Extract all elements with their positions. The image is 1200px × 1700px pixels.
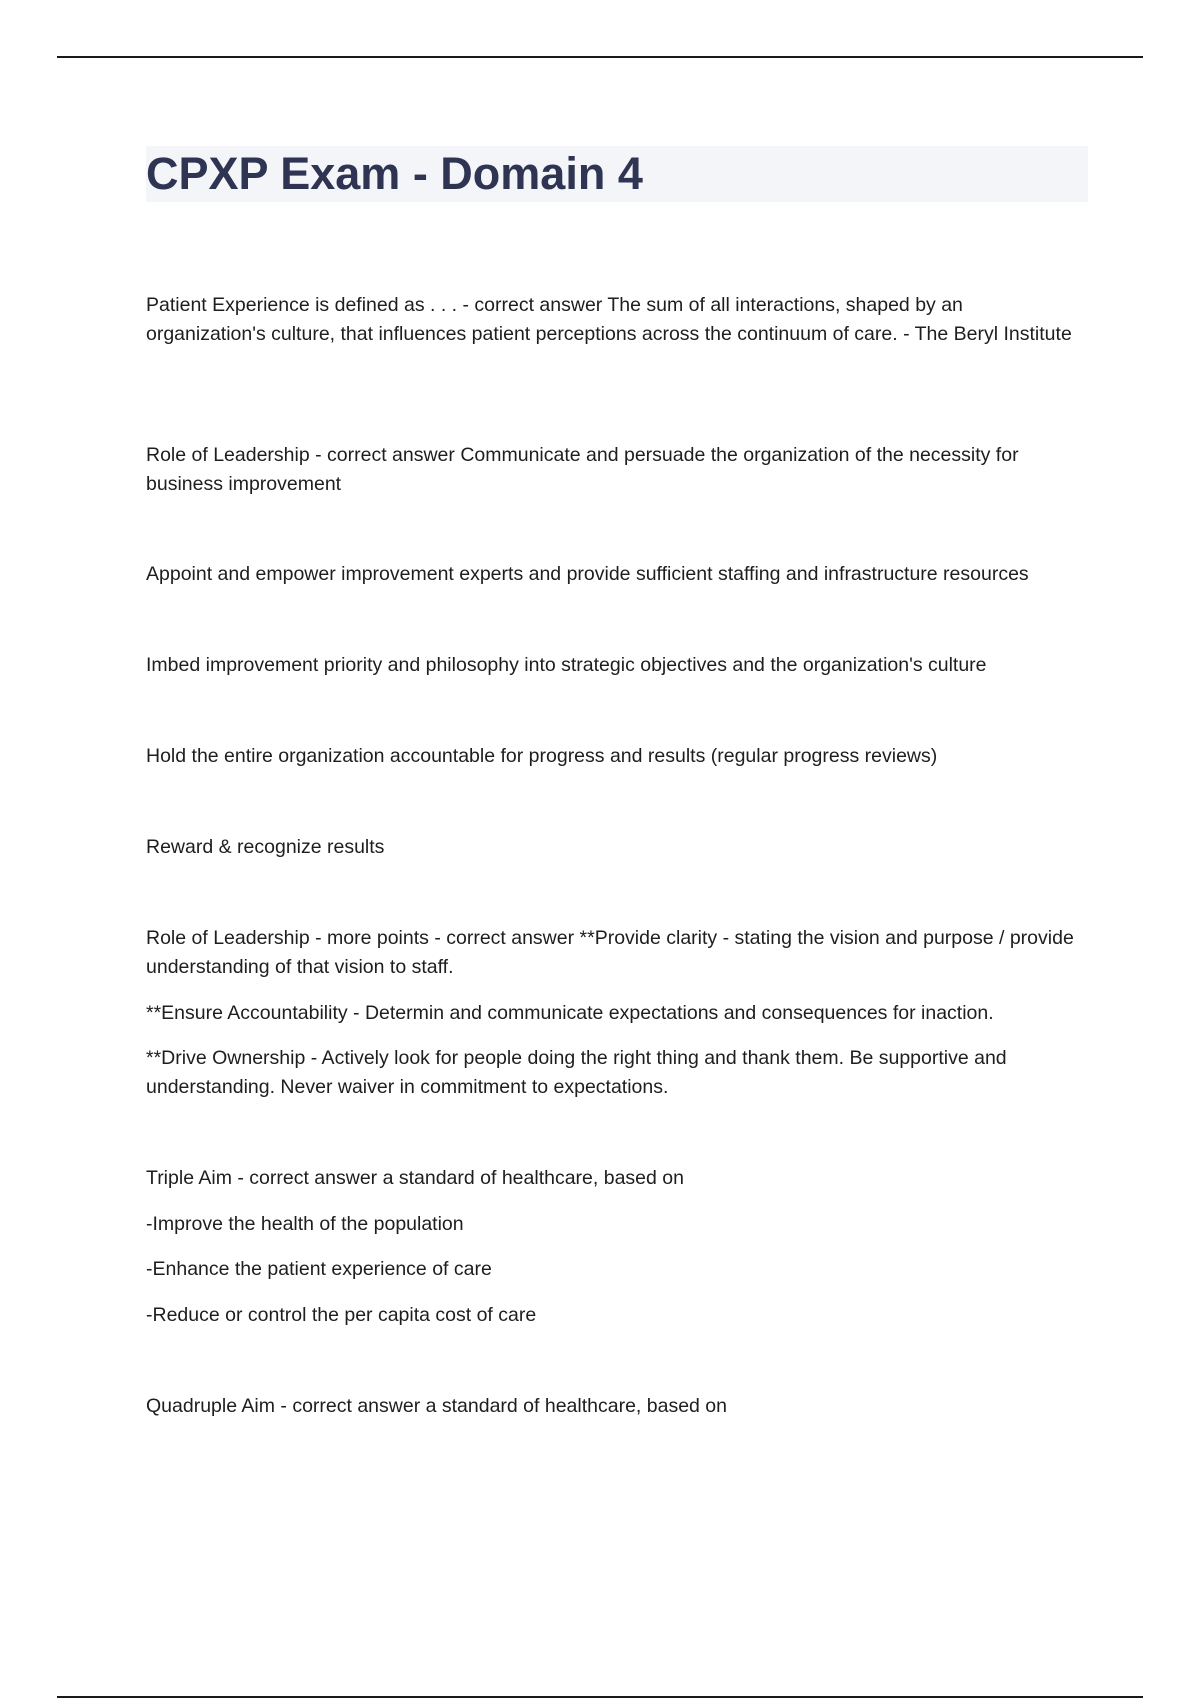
paragraph: Reward & recognize results bbox=[146, 836, 385, 858]
paragraph: Appoint and empower improvement experts and provide sufficient staffing and infrastructure resources bbox=[146, 563, 1029, 585]
top-rule bbox=[57, 56, 1143, 58]
paragraph: -Enhance the patient experience of care bbox=[146, 1258, 492, 1280]
page-title: CPXP Exam - Domain 4 bbox=[146, 148, 643, 199]
paragraph: Patient Experience is defined as . . . - correct answer The sum of all interactions, shaped by an organization's culture, that influences patient perceptions across the continuum of care. - The Beryl Institute bbox=[146, 294, 1072, 345]
paragraph: Hold the entire organization accountable for progress and results (regular progress reviews) bbox=[146, 745, 938, 767]
paragraph: Imbed improvement priority and philosophy into strategic objectives and the organization's culture bbox=[146, 654, 987, 676]
paragraph: Role of Leadership - correct answer Communicate and persuade the organization of the necessity for business improvement bbox=[146, 444, 1019, 495]
paragraph: Role of Leadership - more points - correct answer **Provide clarity - stating the vision and purpose / provide understanding of that vision to staff. bbox=[146, 927, 1074, 978]
bottom-rule bbox=[57, 1696, 1143, 1698]
paragraph: -Reduce or control the per capita cost of care bbox=[146, 1304, 537, 1326]
paragraph: -Improve the health of the population bbox=[146, 1213, 464, 1235]
paragraph: Triple Aim - correct answer a standard of healthcare, based on bbox=[146, 1167, 684, 1189]
paragraph: **Ensure Accountability - Determin and communicate expectations and consequences for inaction. bbox=[146, 1002, 994, 1024]
paragraph: **Drive Ownership - Actively look for people doing the right thing and thank them. Be supportive and understanding. Never waiver in commitment to expectations. bbox=[146, 1047, 1007, 1098]
paragraph: Quadruple Aim - correct answer a standard of healthcare, based on bbox=[146, 1395, 727, 1417]
